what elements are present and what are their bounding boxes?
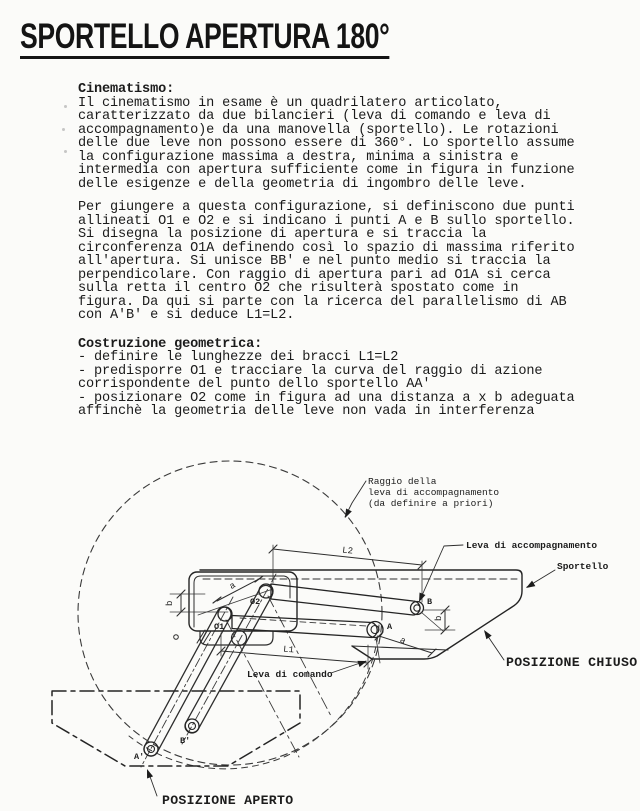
dim-label-b-left: b [165,600,175,606]
bracket-tab [200,631,273,645]
pivot-a-prime-outer [144,742,158,756]
point-label-a: A [387,622,393,632]
leader-arrowhead [481,628,491,639]
callout-raggio-line3: (da definire a priori) [368,498,494,509]
text-line: intermedia con apertura sufficiente come in figura in funzione [78,163,575,178]
bracket-inner-wall [194,576,290,627]
callout-leva-accompagnamento: Leva di accompagnamento [466,540,598,551]
body-text [78,83,618,419]
dim-label-l2: L2 [341,545,354,557]
lever-radius-dashed-circle [78,461,382,765]
point-label-b-prime: B' [180,736,191,746]
callout-posizione-chiuso: POSIZIONE CHIUSO [506,655,638,670]
callout-raggio-line2: leva di accompagnamento [368,487,500,498]
text-line: - predisporre O1 e tracciare la curva del raggio di azione [78,363,543,379]
lever-centerline [182,574,276,744]
text-line: corrispondente del punto dello sportello AA' [78,377,431,392]
text-line: all'apertura. Si unisce BB' e nel punto medio si traccia la [78,254,551,269]
small-bolt-hole [174,635,179,640]
text-line: la configurazione massima a destra, minima a sinistra e [78,149,519,165]
text-line: accompagnamento)e da una manovella (sportello). Le rotazioni [78,122,559,138]
point-label-a-prime: A' [134,752,145,762]
text-line: circonferenza O1A definendo così lo spazio di massima riferito [78,240,575,256]
follower-lever-closed [271,584,420,615]
text-line: caratterizzato da due bilancieri (leva di comando e leva di [78,109,551,124]
text-line: Per giungere a questa configurazione, si definiscono due punti [78,200,575,215]
section-heading: Cinematismo: [78,82,175,97]
scan-speckle [64,150,67,153]
pivot-b-inner [414,605,420,611]
dim-label-a-right: a [398,635,408,647]
scan-speckle [62,128,65,131]
text-line: - posizionare O2 come in figura ad una distanza a x b adeguata [78,390,575,406]
leader-arrowhead [342,509,352,520]
scan-speckle [64,105,67,108]
opening-arc-o1a [129,625,379,769]
dim-l1-line [221,651,368,663]
text-line: - definire le lunghezze dei bracci L1=L2 [78,350,399,365]
callout-raggio-line1: Raggio della [368,476,437,487]
mechanism-diagram [0,450,640,811]
text-line: Il cinematismo in esame è un quadrilatero articolato, [78,95,503,111]
section-heading: Costruzione geometrica: [78,336,263,352]
bracket-body [189,572,297,631]
door-underside-line [352,646,448,650]
callout-sportello: Sportello [557,561,609,572]
section-costruzione [78,338,618,419]
point-label-o2: O2 [250,597,261,607]
pivot-o1 [218,607,232,621]
text-line: figura. Da qui si parte con la ricerca del parallelismo di AB [78,294,567,310]
section-hatch [203,631,211,644]
text-line: Si disegna la posizione di apertura e si traccia la [78,227,487,242]
page-title: SPORTELLO APERTURA 180° [20,19,389,59]
dim-label-l1: L1 [282,644,295,656]
tab-hole [232,631,247,646]
text-line: affinchè la geometria delle leve non vada in interferenza [78,404,535,419]
leader-arrowhead [524,581,535,591]
dim-label-b-right: b [434,615,444,621]
point-label-b: B [427,597,433,607]
text-line: con A'B' e si deduce L1=L2. [78,308,295,323]
section-procedure [78,201,618,323]
pivot-b-prime-inner [189,723,196,730]
text-line: delle due leve non possono essere di 360°. Lo sportello assume [78,136,575,151]
callout-posizione-aperto: POSIZIONE APERTO [162,793,294,808]
door-profile-closed [200,570,522,659]
text-line: allineati O1 e O2 e si indicano i punti A e B sullo sportello. [78,213,575,229]
text-line: perpendicolare. Con raggio di apertura pari ad O1A si cerca [78,267,551,283]
text-line: delle esigenze e della geometria di ingombro delle leve. [78,176,527,192]
section-cinematismo [78,83,618,191]
leader-arrowhead [144,768,153,779]
leader-leva-accompagnamento [420,545,463,600]
callout-leva-comando: Leva di comando [247,669,333,680]
dim-label-a-left: a [227,580,238,592]
bisector-line-aa [226,620,299,757]
point-label-o1: O1 [214,622,225,632]
pivot-b-prime-outer [185,719,199,733]
text-line: sulla retta il centro O2 che risulterà spostato come in [78,281,519,296]
dim-tick [428,649,436,657]
